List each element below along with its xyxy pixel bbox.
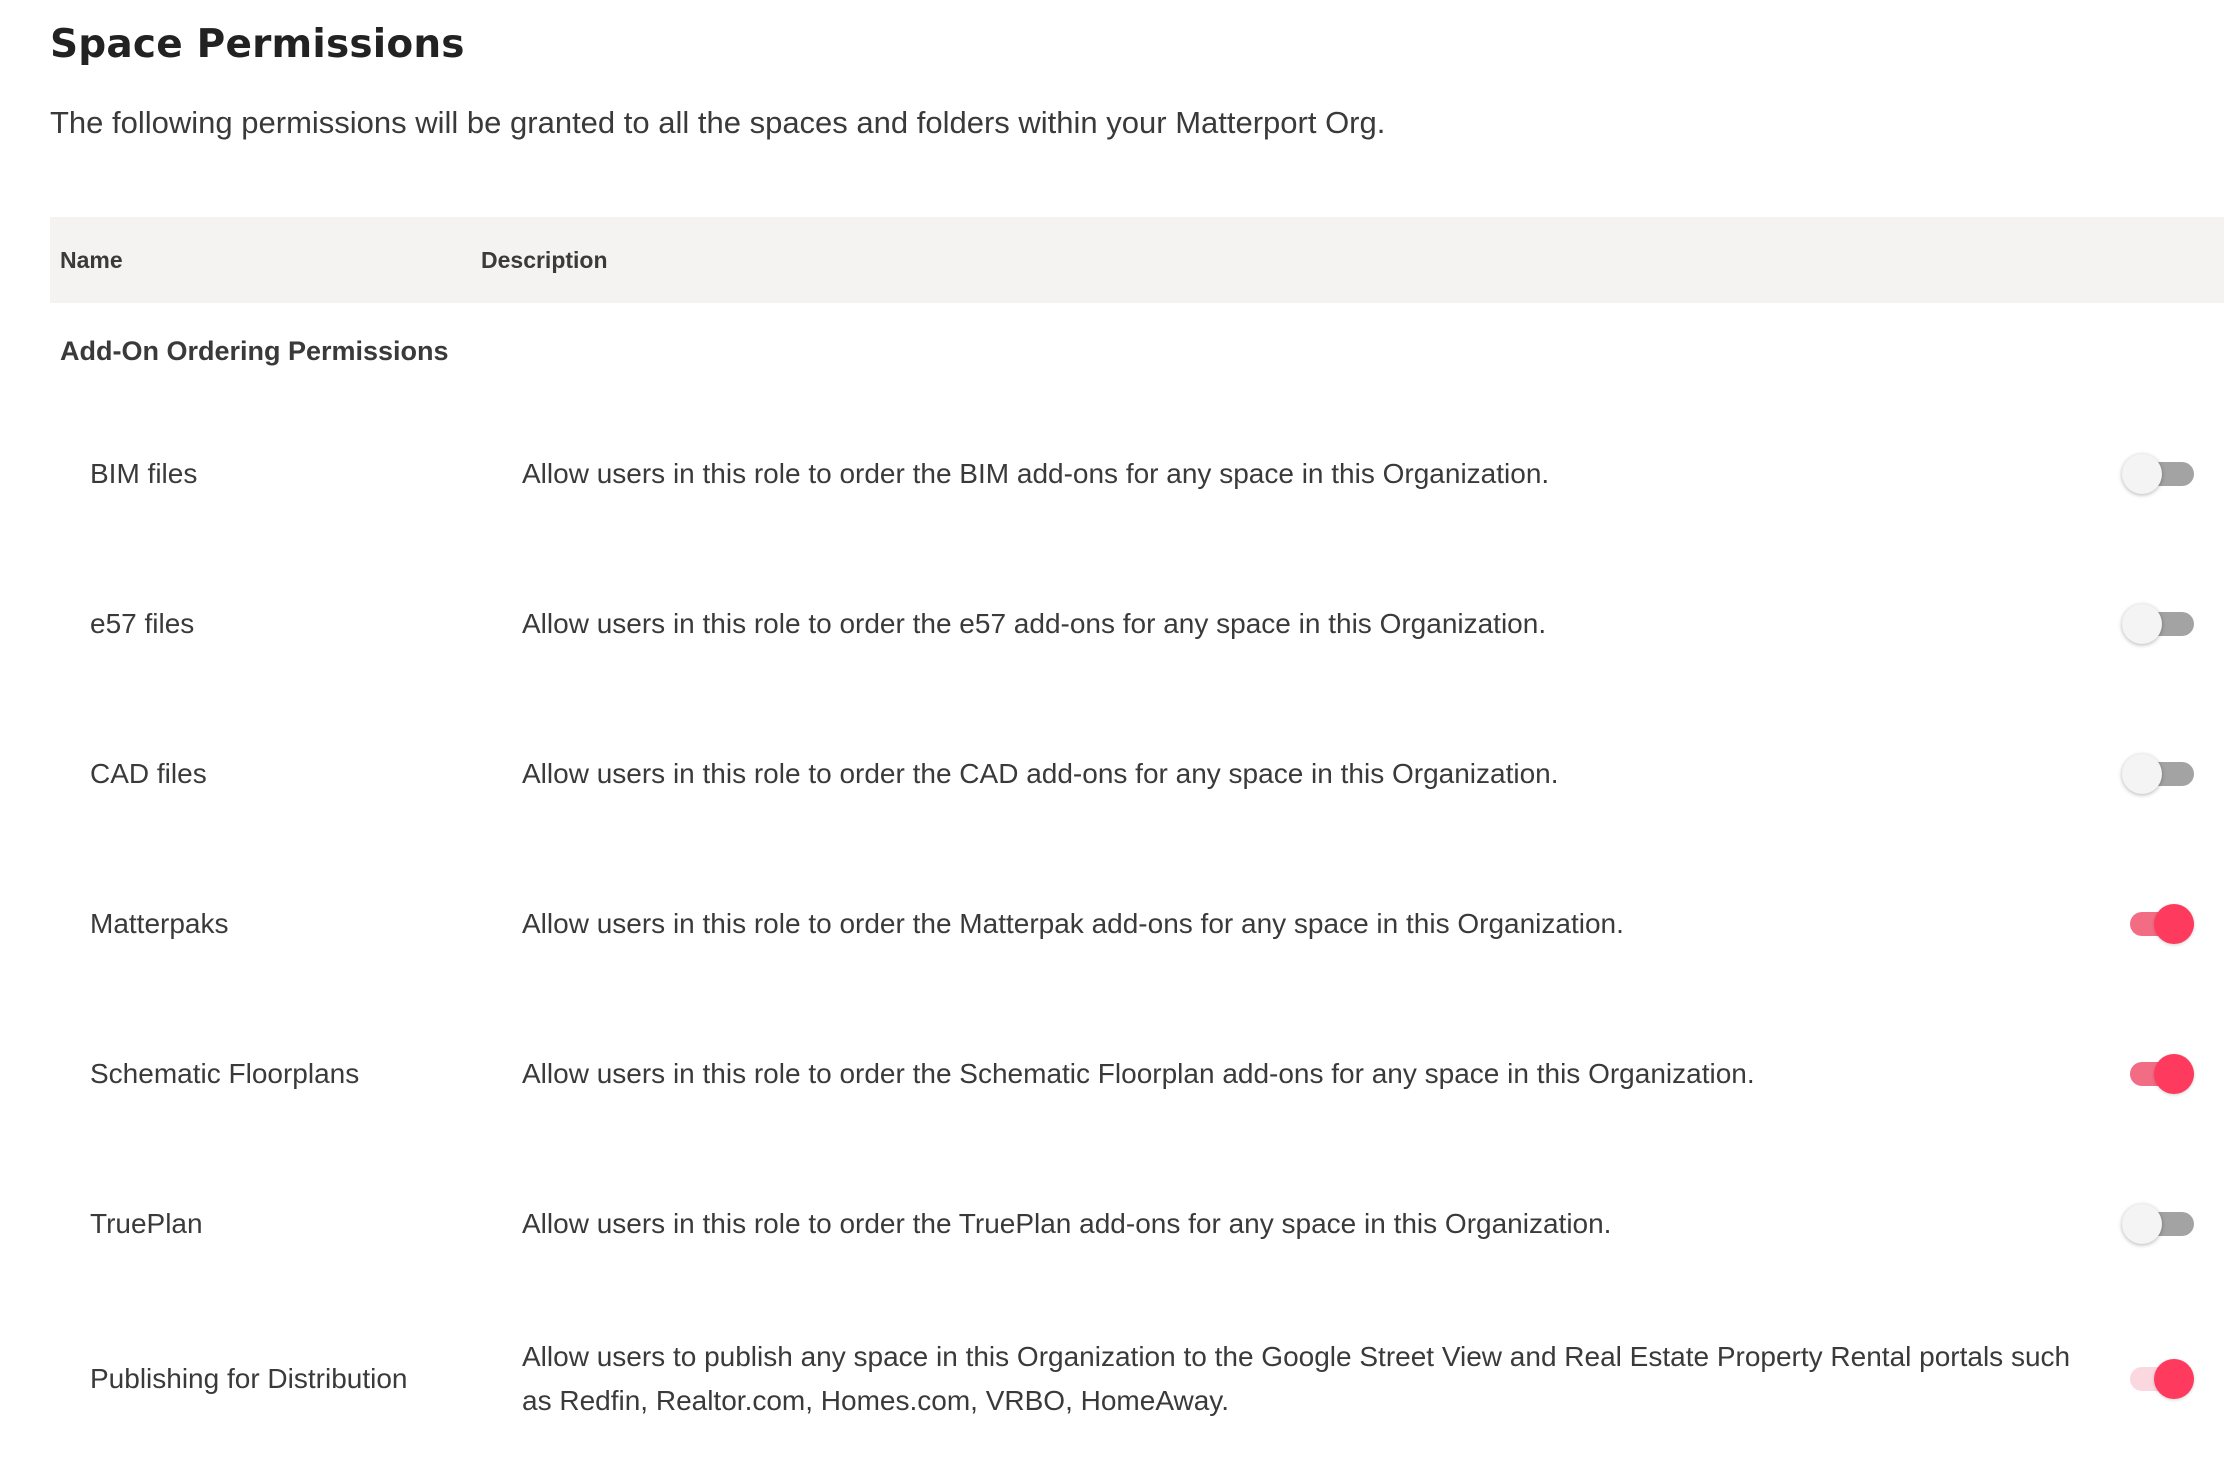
permission-row-e57-files [50, 549, 2224, 699]
permissions-table [50, 217, 2224, 1459]
permission-row-cad-files [50, 699, 2224, 849]
permission-row-schematic-floorplans [50, 999, 2224, 1149]
permission-name: Schematic Floorplans [90, 1058, 360, 1089]
page-subtitle: The following permissions will be granted to all the spaces and folders within your Matterport Org. [50, 105, 1386, 140]
permission-name: Matterpaks [90, 908, 229, 939]
permission-name: Publishing for Distribution [90, 1363, 408, 1394]
permission-description: Allow users in this role to order the e57 add-ons for any space in this Organization. [522, 608, 1547, 639]
toggle-e57-files[interactable] [2122, 604, 2194, 644]
table-header [50, 217, 2224, 303]
column-header-description: Description [481, 247, 608, 273]
toggle-bim-files[interactable] [2122, 454, 2194, 494]
permission-name: BIM files [90, 458, 198, 489]
toggle-knob [2154, 1054, 2194, 1094]
space-permissions-page [50, 0, 2224, 1456]
permission-description: Allow users in this role to order the TruePlan add-ons for any space in this Organization. [522, 1208, 1612, 1239]
toggle-knob [2122, 454, 2162, 494]
toggle-knob [2122, 604, 2162, 644]
toggle-knob [2154, 904, 2194, 944]
permission-row-trueplan [50, 1149, 2224, 1299]
toggle-cad-files[interactable] [2122, 754, 2194, 794]
toggle-knob [2154, 1359, 2194, 1399]
permission-description: Allow users in this role to order the CAD add-ons for any space in this Organization. [522, 758, 1559, 789]
permission-name: TruePlan [90, 1208, 203, 1239]
toggle-publishing-for-distribution[interactable] [2122, 1359, 2194, 1399]
permission-row-bim-files [50, 399, 2224, 549]
permission-row-matterpaks [50, 849, 2224, 999]
toggle-schematic-floorplans[interactable] [2122, 1054, 2194, 1094]
page-title: Space Permissions [50, 22, 465, 67]
toggle-knob [2122, 754, 2162, 794]
group-title-add-on-ordering: Add-On Ordering Permissions [60, 336, 449, 366]
permission-name: e57 files [90, 608, 195, 639]
toggle-trueplan[interactable] [2122, 1204, 2194, 1244]
column-header-name: Name [60, 247, 123, 273]
permission-description: Allow users to publish any space in this Organization to the Google Street View and Real Estate Property Rental portals such as Redfin, Realtor.com, Homes.com, VRBO, HomeAway. [522, 1341, 2071, 1416]
toggle-matterpaks[interactable] [2122, 904, 2194, 944]
permission-name: CAD files [90, 758, 207, 789]
permission-row-publishing-for-distribution [50, 1299, 2224, 1459]
permission-description: Allow users in this role to order the Matterpak add-ons for any space in this Organization. [522, 908, 1624, 939]
permission-description: Allow users in this role to order the Schematic Floorplan add-ons for any space in this Organization. [522, 1058, 1755, 1089]
permission-description: Allow users in this role to order the BIM add-ons for any space in this Organization. [522, 458, 1550, 489]
toggle-knob [2122, 1204, 2162, 1244]
